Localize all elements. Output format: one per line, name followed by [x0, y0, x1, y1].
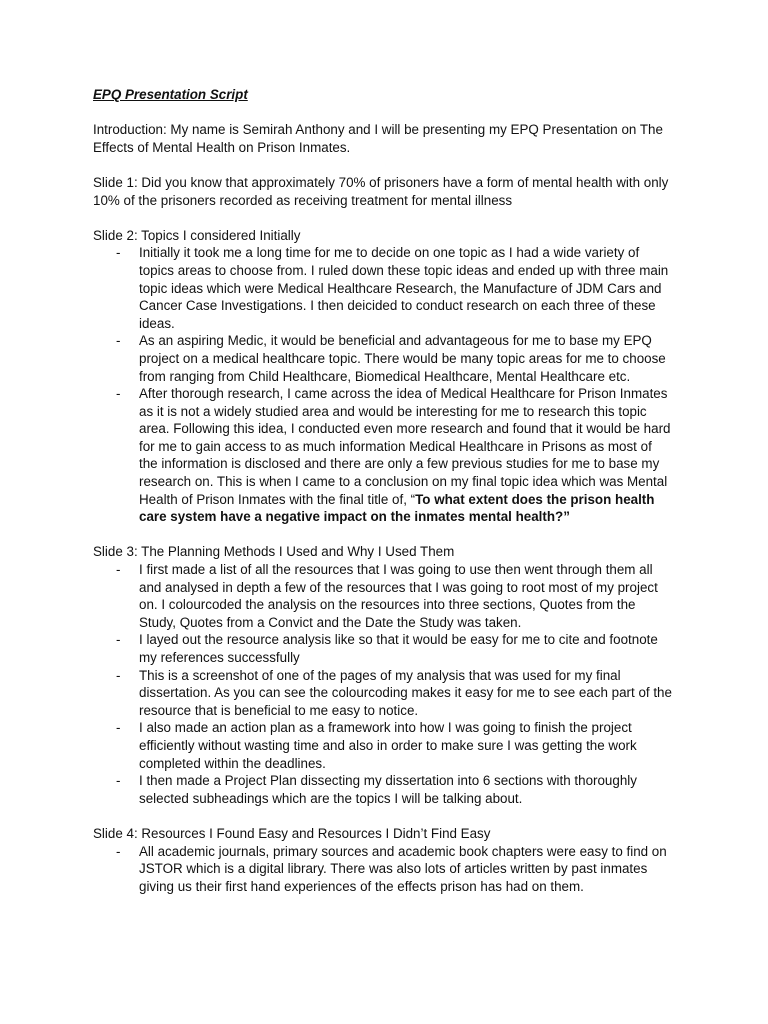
slide-2-heading: Slide 2: Topics I considered Initially	[93, 227, 301, 243]
document-title: EPQ Presentation Script	[93, 87, 248, 102]
bullet-dash: -	[116, 245, 121, 261]
list-item	[93, 667, 673, 720]
slide-4-bullet-list	[93, 843, 673, 896]
bullet-dash: -	[116, 632, 121, 648]
bullet-text: As an aspiring Medic, it would be beneficial and advantageous for me to base my EPQ project on a medical healthcare topic. There would be many topic areas for me to choose from ranging from Child Healthcare, Biomedical Healthcare, Mental Healthcare etc.	[139, 333, 666, 384]
slide-4-heading: Slide 4: Resources I Found Easy and Resources I Didn’t Find Easy	[93, 825, 491, 841]
bullet-dash: -	[116, 667, 121, 683]
list-item	[93, 772, 673, 807]
bullet-text: I also made an action plan as a framework into how I was going to finish the project efficiently without wasting time and also in order to make sure I was getting the work completed within the deadlines.	[139, 720, 637, 771]
bullet-text: I then made a Project Plan dissecting my dissertation into 6 sections with thoroughly selected subheadings which are the topics I will be talking about.	[139, 773, 637, 806]
slide-2-section	[93, 227, 673, 526]
slide-3-heading: Slide 3: The Planning Methods I Used and Why I Used Them	[93, 544, 455, 560]
slide-3-section	[93, 543, 673, 807]
bullet-dash: -	[116, 333, 121, 349]
bullet-dash: -	[116, 720, 121, 736]
bullet-dash: -	[116, 843, 121, 859]
list-item	[93, 719, 673, 772]
bullet-text: All academic journals, primary sources and academic book chapters were easy to find on JSTOR which is a digital library. There was also lots of articles written by past inmates giving us their first hand experiences of the effects prison has had on them.	[139, 843, 667, 894]
bullet-text: Initially it took me a long time for me to decide on one topic as I had a wide variety of topics areas to choose from. I ruled down these topic ideas and ended up with three main topic ideas which were Medical Healthcare Research, the Manufacture of JDM Cars and Cancer Case Investigations. I then deicided to conduct research on each three of these ideas.	[139, 245, 669, 331]
list-item	[93, 385, 673, 526]
introduction-paragraph: Introduction: My name is Semirah Anthony and I will be presenting my EPQ Presentation on The Effects of Mental Health on Prison Inmates.	[93, 122, 663, 155]
list-item	[93, 631, 673, 666]
bullet-text: I first made a list of all the resources that I was going to use then went through them all and analysed in depth a few of the resources that I was going to root most of my project on. I colourcoded the analysis on the resources into three sections, Quotes from the Study, Quotes from a Convict and the Date the Study was taken.	[139, 562, 658, 630]
list-item	[93, 561, 673, 631]
final-title-bold: To what extent does the prison health care system have a negative impact on the inmates mental health?”	[139, 491, 655, 525]
bullet-dash: -	[116, 386, 121, 402]
bullet-text: This is a screenshot of one of the pages of my analysis that was used for my final dissertation. As you can see the colourcoding makes it easy for me to see each part of the resource that is beneficial to me easy to notice.	[139, 667, 672, 718]
list-item	[93, 332, 673, 385]
list-item	[93, 244, 673, 332]
slide-3-bullet-list	[93, 561, 673, 807]
slide-2-bullet-list	[93, 244, 673, 526]
bullet-text: After thorough research, I came across the idea of Medical Healthcare for Prison Inmates as it is not a widely studied area and would be interesting for me to research this topic area. Following this idea, I conducted even more research and found that it would be hard for me to gain access to as much information Medical Healthcare in Prisons as most of the information is disclosed and there are only a few previous studies for me to base my research on. This is when I came to a conclusion on my final topic idea which was Mental Health of Prison Inmates with the final title of, “	[139, 386, 671, 507]
document-body	[93, 86, 673, 895]
slide-1-paragraph: Slide 1: Did you know that approximately 70% of prisoners have a form of mental health with only 10% of the prisoners recorded as receiving treatment for mental illness	[93, 174, 669, 208]
bullet-text: I layed out the resource analysis like so that it would be easy for me to cite and footnote my references successfully	[139, 632, 658, 665]
slide-4-section	[93, 825, 673, 895]
bullet-dash: -	[116, 773, 121, 789]
bullet-dash: -	[116, 562, 121, 578]
list-item	[93, 843, 673, 896]
